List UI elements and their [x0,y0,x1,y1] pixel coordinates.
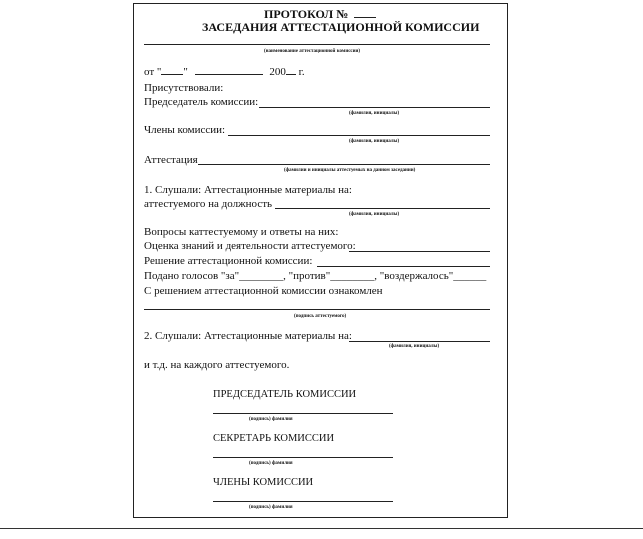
familiar-label: С решением аттестационной комиссии ознакомлен [144,285,383,297]
position-label: аттестуемого на должность [144,198,273,210]
date-year-field[interactable] [286,74,296,75]
etc-label: и т.д. на каждого аттестуемого. [144,359,290,371]
attestation-label: Аттестация [144,154,198,166]
protocol-page [133,3,508,518]
questions-label: Вопросы каттестуемому и ответы на них: [144,226,339,238]
item2-label: 2. Слушали: Аттестационные материалы на: [144,330,352,342]
chairman-field[interactable] [259,107,490,108]
members-signature-title: ЧЛЕНЫ КОМИССИИ [213,477,314,488]
item2-field[interactable] [349,341,490,342]
commission-name-field[interactable] [144,44,490,45]
item2-caption: (фамилия, инициалы) [389,344,440,349]
signature-field[interactable] [144,309,490,310]
secretary-signature-title: СЕКРЕТАРЬ КОМИССИИ [213,433,335,444]
members-field[interactable] [228,135,490,136]
date-year: 200 [269,66,286,78]
date-quote: " [183,66,188,78]
page-bottom-divider [0,528,643,529]
evaluation-label: Оценка знаний и деятельности аттестуемого: [144,240,356,252]
date-line [144,66,305,79]
decision-field[interactable] [317,266,490,267]
members-signature-caption: (подпись) фамилия [249,505,293,510]
attestation-field[interactable] [198,164,490,165]
date-day-field[interactable] [161,74,183,75]
secretary-signature-field[interactable] [213,457,393,458]
chairman-signature-field[interactable] [213,413,393,414]
attestation-caption: (фамилии и инициалы аттестуемых на данном заседании) [284,168,416,173]
chairman-caption: (фамилия, инициалы) [349,111,400,116]
members-signature-field[interactable] [213,501,393,502]
members-label: Члены комиссии: [144,124,226,136]
evaluation-field[interactable] [349,251,490,252]
date-suffix: г. [298,66,305,78]
decision-label: Решение аттестационной комиссии: [144,255,313,267]
protocol-subtitle: ЗАСЕДАНИЯ АТТЕСТАЦИОННОЙ КОМИССИИ [202,20,480,34]
chairman-label: Председатель комиссии: [144,96,259,108]
chairman-signature-title: ПРЕДСЕДАТЕЛЬ КОМИССИИ [213,389,357,400]
signature-caption: (подпись аттестуемого) [294,314,347,319]
position-field[interactable] [275,208,490,209]
protocol-title-text: ПРОТОКОЛ № [264,7,349,21]
date-prefix: от " [144,66,162,78]
protocol-number-field[interactable] [354,17,376,18]
members-caption: (фамилия, инициалы) [349,139,400,144]
secretary-signature-caption: (подпись) фамилия [249,461,293,466]
votes-label: Подано голосов "за"________, "против"________, "воздержалось"______ [144,270,487,282]
item1-label: 1. Слушали: Аттестационные материалы на: [144,184,352,196]
date-month-field[interactable] [195,74,263,75]
commission-name-caption: (наименование аттестационной комиссии) [264,49,361,54]
present-label: Присутствовали: [144,82,224,94]
position-caption: (фамилия, инициалы) [349,212,400,217]
chairman-signature-caption: (подпись) фамилия [249,417,293,422]
